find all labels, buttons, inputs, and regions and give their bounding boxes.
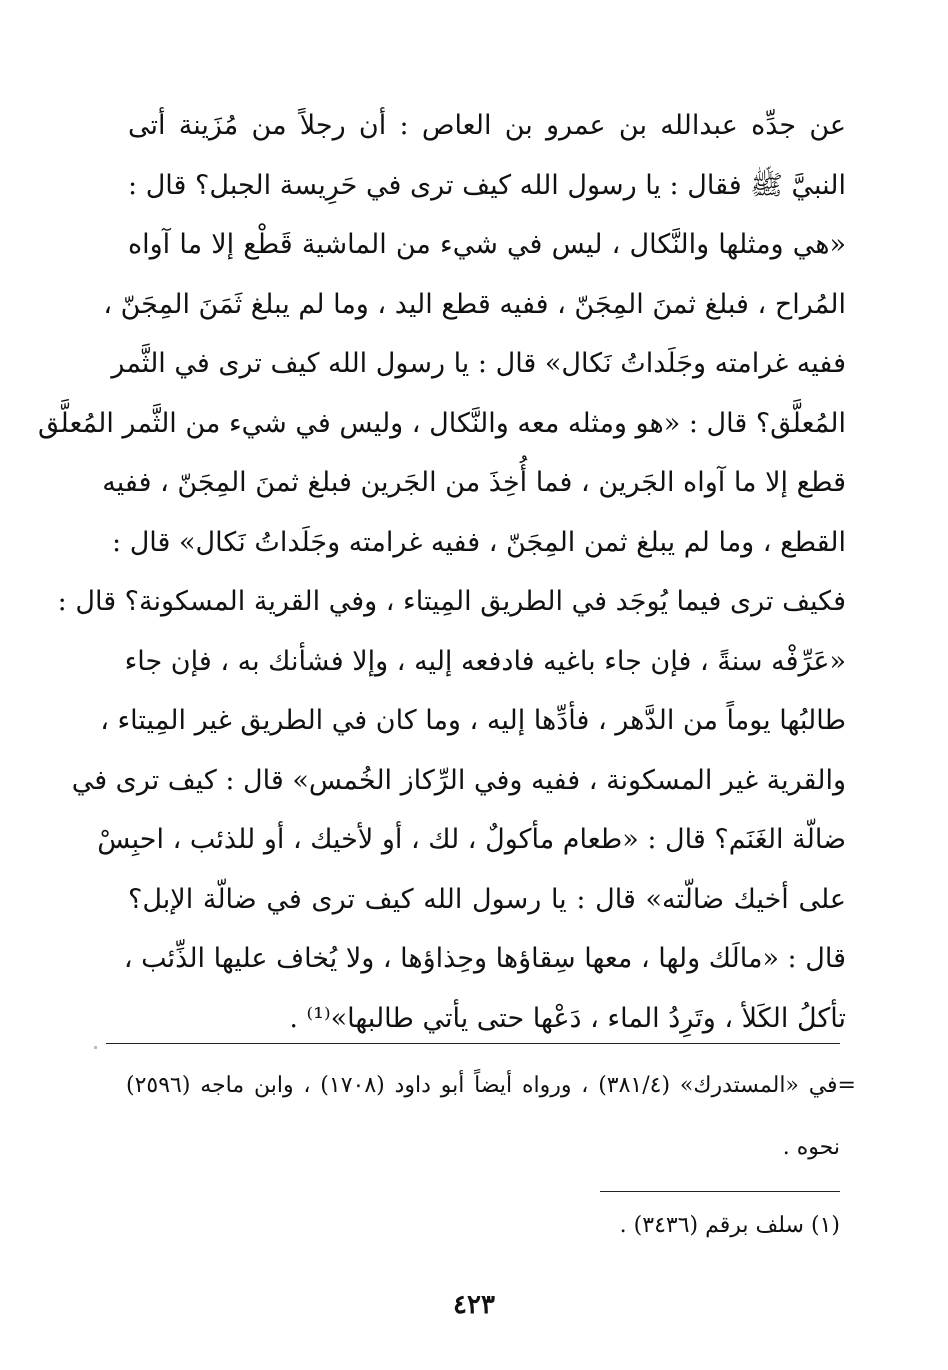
page-number: ٤٢٣ — [453, 1290, 495, 1320]
text-line: «عَرِّفْه سنةً ، فإن جاء باغيه فادفعه إليه ، وإلا فشأنك به ، فإن جاء — [124, 645, 846, 677]
footnote-1: (١) سلف برقم (٣٤٣٦) . — [619, 1213, 840, 1238]
text-line: على أخيك ضالّته» قال : يا رسول الله كيف ترى في ضالّة الإبل؟ — [128, 883, 846, 915]
text-line: «هي ومثلها والنَّكال ، ليس في شيء من الماشية قَطْع إلا ما آواه — [128, 229, 846, 260]
text-line: قطع إلا ما آواه الجَرين ، فما أُخِذَ من الجَرين فبلغ ثمنَ المِجَنّ ، ففيه — [102, 467, 846, 498]
footnote-separator — [106, 1043, 840, 1044]
text-line: القطع ، وما لم يبلغ ثمن المِجَنّ ، ففيه غرامته وجَلَداتُ نَكال» قال : — [112, 526, 846, 558]
text-line: عن جدِّه عبدالله بن عمرو بن العاص : أن رجلاً من مُزَينة أتى — [128, 110, 846, 141]
margin-mark — [94, 1046, 97, 1049]
text-line: قال : «مالَك ولها ، معها سِقاؤها وحِذاؤها ، ولا يُخاف عليها الذِّئب ، — [123, 943, 846, 974]
text-line: فكيف ترى فيما يُوجَد في الطريق المِيتاء ، وفي القرية المسكونة؟ قال : — [57, 586, 846, 617]
text-line: والقرية غير المسكونة ، ففيه وفي الرِّكاز الخُمس» قال : كيف ترى في — [71, 764, 846, 796]
text-line: ضالّة الغَنَم؟ قال : «طعام مأكولٌ ، لك ، أو لأخيك ، أو للذئب ، احبِسْ — [97, 824, 846, 855]
footnote-continuation-line: نحوه . — [782, 1135, 840, 1160]
footnote-continuation-line: =في «المستدرك» (٣٨١/٤) ، ورواه أيضاً أبو داود (١٧٠٨) ، وابن ماجه (٢٥٩٦) — [126, 1073, 856, 1098]
text-line: المُراح ، فبلغ ثمنَ المِجَنّ ، ففيه قطع اليد ، وما لم يبلغ ثَمَنَ المِجَنّ ، — [103, 288, 846, 320]
footnote-rule — [600, 1191, 840, 1192]
text-line: النبيَّ ﷺ فقال : يا رسول الله كيف ترى في حَرِيسة الجبل؟ قال : — [128, 169, 846, 201]
text-line: طالبُها يوماً من الدَّهر ، فأدِّها إليه ، وما كان في الطريق غير المِيتاء ، — [100, 705, 846, 736]
text-line: المُعلَّق؟ قال : «هو ومثله معه والنَّكال ، وليس في شيء من الثَّمر المُعلَّق — [38, 407, 846, 439]
text-line: تأكلُ الكَلأ ، وتَرِدُ الماء ، دَعْها حتى يأتي طالبها»⁽¹⁾ . — [289, 1002, 846, 1034]
text-line: ففيه غرامته وجَلَداتُ نَكال» قال : يا رسول الله كيف ترى في الثَّمر — [111, 348, 846, 379]
main-text-block — [38, 96, 846, 1048]
